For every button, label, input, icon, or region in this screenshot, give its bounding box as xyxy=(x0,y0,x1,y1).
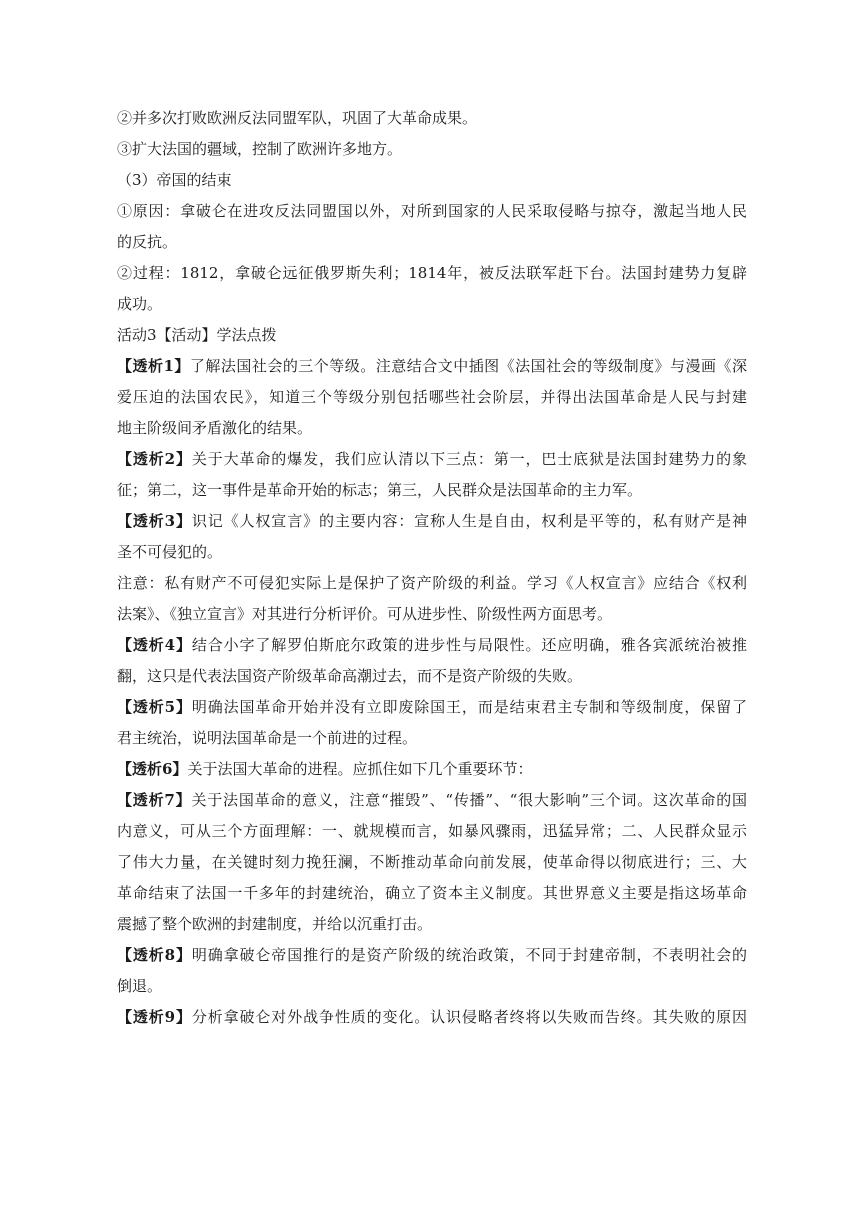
text-line: 法案》、《独立宣言》对其进行分析评价。可从进步性、阶级性两方面思考。 xyxy=(117,605,613,623)
analysis-text: 关于大革命的爆发，我们应认清以下三点：第一，巴士底狱是法国封建势力的象 xyxy=(191,450,747,468)
analysis-line xyxy=(117,630,747,661)
document-page xyxy=(117,103,747,1033)
note-line: 注意：私有财产不可侵犯实际上是保护了资产阶级的利益。学习《人权宣言》应结合《权利 xyxy=(117,574,747,592)
text-line: 爱压迫的法国农民》，知道三个等级分别包括哪些社会阶层，并得出法国革命是人民与封建 xyxy=(117,388,747,406)
text-line: ②过程：1812，拿破仑远征俄罗斯失利；1814年，被反法联军赶下台。法国封建势力复辟 xyxy=(117,264,747,282)
analysis-line xyxy=(117,351,747,382)
analysis-tag: 【透析9】 xyxy=(117,1008,192,1026)
text-line: 的反抗。 xyxy=(117,233,178,251)
analysis-text: 识记《人权宣言》的主要内容：宣称人生是自由，权利是平等的，私有财产是神 xyxy=(191,512,747,530)
analysis-tag: 【透析2】 xyxy=(117,450,192,468)
analysis-line xyxy=(117,692,747,723)
analysis-line xyxy=(117,785,747,816)
text-line: 征；第二，这一事件是革命开始的标志；第三，人民群众是法国革命的主力军。 xyxy=(117,481,643,499)
text-line: 倒退。 xyxy=(117,977,163,995)
activity-heading: 活动3【活动】学法点拨 xyxy=(117,326,277,344)
section-heading: （3）帝国的结束 xyxy=(117,171,232,189)
analysis-tag: 【透析1】 xyxy=(117,357,190,375)
text-line: 革命结束了法国一千多年的封建统治，确立了资本主义制度。其世界意义主要是指这场革命 xyxy=(117,884,747,902)
analysis-tag: 【透析3】 xyxy=(117,512,192,530)
text-line: 地主阶级间矛盾激化的结果。 xyxy=(117,419,313,437)
analysis-line xyxy=(117,1002,747,1033)
text-line: 内意义，可从三个方面理解：一、就规模而言，如暴风骤雨，迅猛异常；二、人民群众显示 xyxy=(117,822,747,840)
text-line: ③扩大法国的疆域，控制了欧洲许多地方。 xyxy=(117,140,403,158)
analysis-text: 关于法国革命的意义，注意“摧毁”、“传播”、“很大影响”三个词。这次革命的国 xyxy=(191,791,748,809)
text-line: 震撼了整个欧洲的封建制度，并给以沉重打击。 xyxy=(117,915,433,933)
analysis-text: 分析拿破仑对外战争性质的变化。认识侵略者终将以失败而告终。其失败的原因 xyxy=(191,1008,747,1026)
text-line: 成功。 xyxy=(117,295,163,313)
analysis-text: 了解法国社会的三个等级。注意结合文中插图《法国社会的等级制度》与漫画《深 xyxy=(189,357,747,375)
analysis-line xyxy=(117,754,747,785)
analysis-text: 明确法国革命开始并没有立即废除国王，而是结束君主专制和等级制度，保留了 xyxy=(191,698,747,716)
analysis-text: 关于法国大革命的进程。应抓住如下几个重要环节： xyxy=(187,760,533,778)
analysis-tag: 【透析6】 xyxy=(117,760,188,778)
text-line: ①原因：拿破仑在进攻反法同盟国以外，对所到国家的人民采取侵略与掠夺，激起当地人民 xyxy=(117,202,747,220)
analysis-text: 结合小字了解罗伯斯庇尔政策的进步性与局限性。还应明确，雅各宾派统治被推 xyxy=(191,636,747,654)
analysis-line xyxy=(117,506,747,537)
analysis-tag: 【透析4】 xyxy=(117,636,192,654)
analysis-line xyxy=(117,940,747,971)
text-line: 了伟大力量，在关键时刻力挽狂澜，不断推动革命向前发展，使革命得以彻底进行；三、大 xyxy=(117,853,747,871)
text-line: 君主统治，说明法国革命是一个前进的过程。 xyxy=(117,729,418,747)
analysis-text: 明确拿破仑帝国推行的是资产阶级的统治政策，不同于封建帝制，不表明社会的 xyxy=(191,946,747,964)
text-line: ②并多次打败欧洲反法同盟军队，巩固了大革命成果。 xyxy=(117,109,478,127)
analysis-line xyxy=(117,444,747,475)
analysis-tag: 【透析7】 xyxy=(117,791,192,809)
analysis-tag: 【透析8】 xyxy=(117,946,192,964)
analysis-tag: 【透析5】 xyxy=(117,698,192,716)
text-line: 翻，这只是代表法国资产阶级革命高潮过去，而不是资产阶级的失败。 xyxy=(117,667,583,685)
text-line: 圣不可侵犯的。 xyxy=(117,543,223,561)
